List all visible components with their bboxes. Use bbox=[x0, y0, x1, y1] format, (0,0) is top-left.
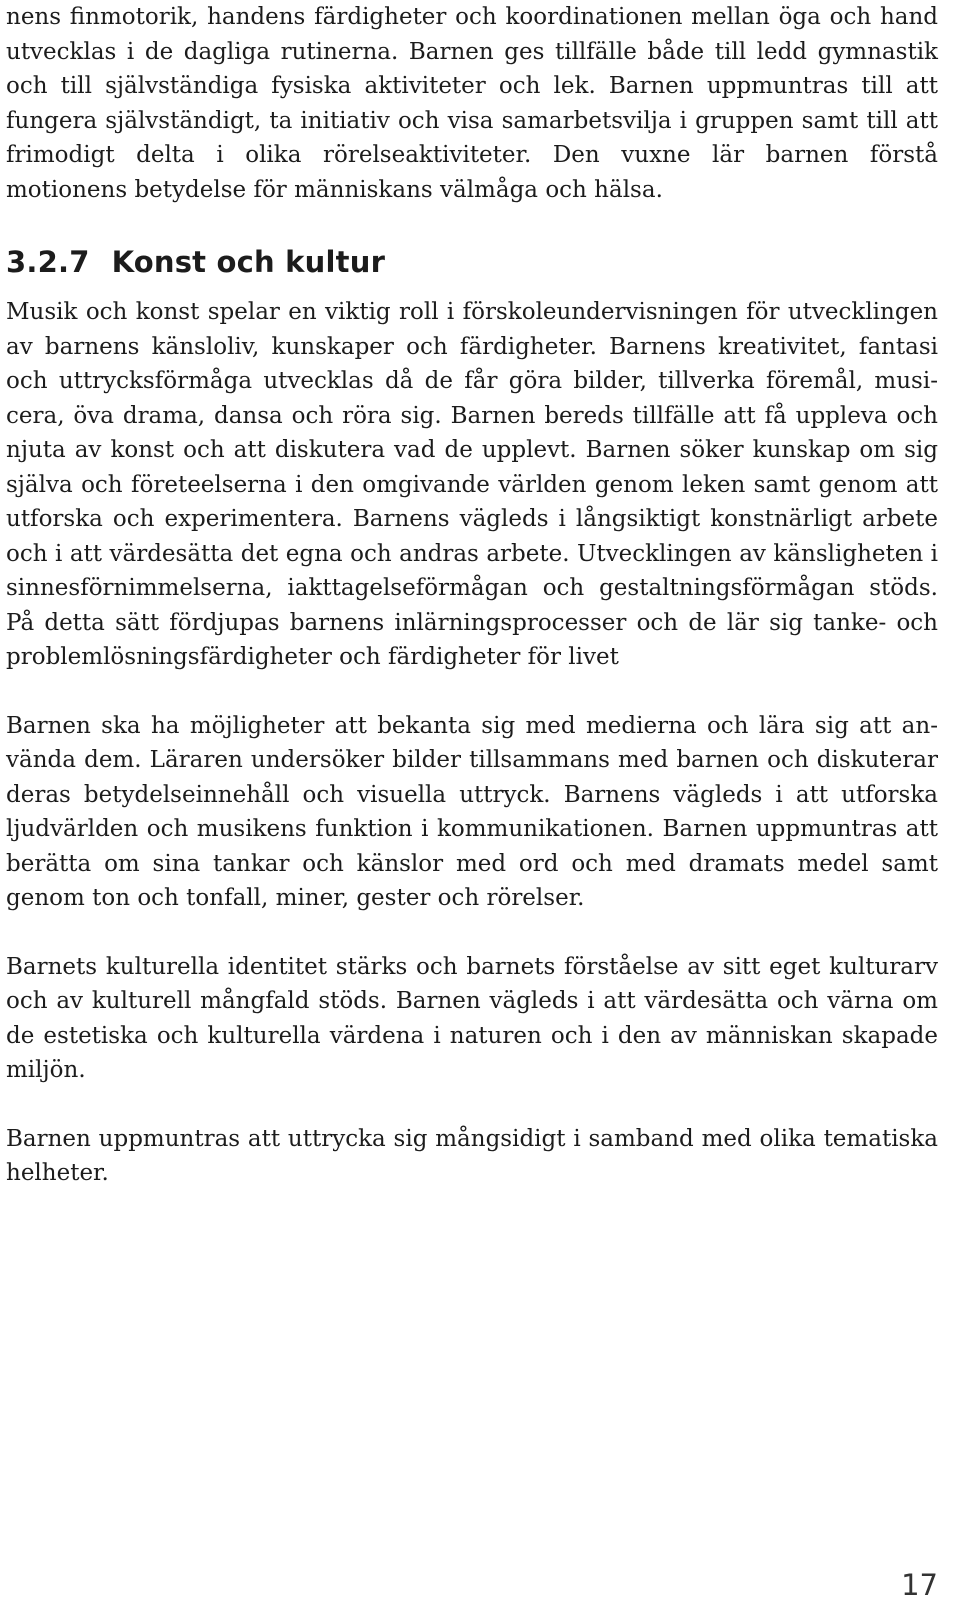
section-heading bbox=[6, 243, 938, 281]
section-title: Konst och kultur bbox=[111, 245, 386, 279]
intro-paragraph: nens finmotorik, handens färdigheter och koordinationen mellan öga och hand utvecklas i de dagliga rutinerna. Barnen ges tillfälle både till ledd gymnastik och till självständiga fysiska aktiviteter och lek. Barnen uppmuntras till att fungera självständigt, ta initiativ och visa samarbetsvilja i gruppen samt till att frimodigt delta i olika rörelseaktiviteter. Den vuxne lär barnen förstå motionens betydelse för människans välmåga och hälsa. bbox=[6, 4, 938, 203]
page-number: 17 bbox=[901, 1568, 938, 1602]
body-paragraph-2: Barnen ska ha möjligheter att bekanta sig med medierna och lära sig att använda dem. Läraren undersöker bilder tillsammans med barnen och diskuterar deras betydelseinnehåll och visuella uttryck. Barnens vägleds i att utforska ljudvärlden och musikens funktion i kommunikationen. Barnen uppmuntras att berätta om sina tankar och känslor med ord och med dramats medel samt genom ton och tonfall, miner, gester och rörelser. bbox=[6, 712, 938, 911]
body-paragraph-1: Musik och konst spelar en viktig roll i förskoleundervisningen för utvecklingen av barnens känsloliv, kunskaper och färdigheter. Barnens kreativitet, fantasi och uttrycksförmåga utvecklas då de får göra bilder, tillverka föremål, musicera, öva drama, dansa och röra sig. Barnen bereds tillfälle att få uppleva och njuta av konst och att diskutera vad de upplevt. Barnen söker kunskap om sig själva och företeelserna i den omgivande världen genom leken samt genom att utforska och experimentera. Barnens vägleds i långsiktigt konstnärligt arbete och i att värdesätta det egna och andras arbete. Utvecklingen av känsligheten i sinnesförnimmelserna, iakttagelseförmågan och gestaltningsförmågan stöds. På detta sätt fördjupas barnens inlärningsprocesser och de lär sig tanke- och problemlösningsfärdigheter och färdigheter för livet bbox=[6, 299, 938, 670]
body-paragraph-4: Barnen uppmuntras att uttrycka sig mångsidigt i samband med olika tematiska helheter. bbox=[6, 1125, 938, 1186]
section-number: 3.2.7 bbox=[6, 245, 90, 279]
document-page bbox=[6, 0, 938, 1191]
body-paragraph-3: Barnets kulturella identitet stärks och barnets förståelse av sitt eget kulturarv och av kulturell mångfald stöds. Barnen vägleds i att värdesätta och värna om de estetiska och kulturella värdena i naturen och i den av människan skapade miljön. bbox=[6, 953, 938, 1083]
